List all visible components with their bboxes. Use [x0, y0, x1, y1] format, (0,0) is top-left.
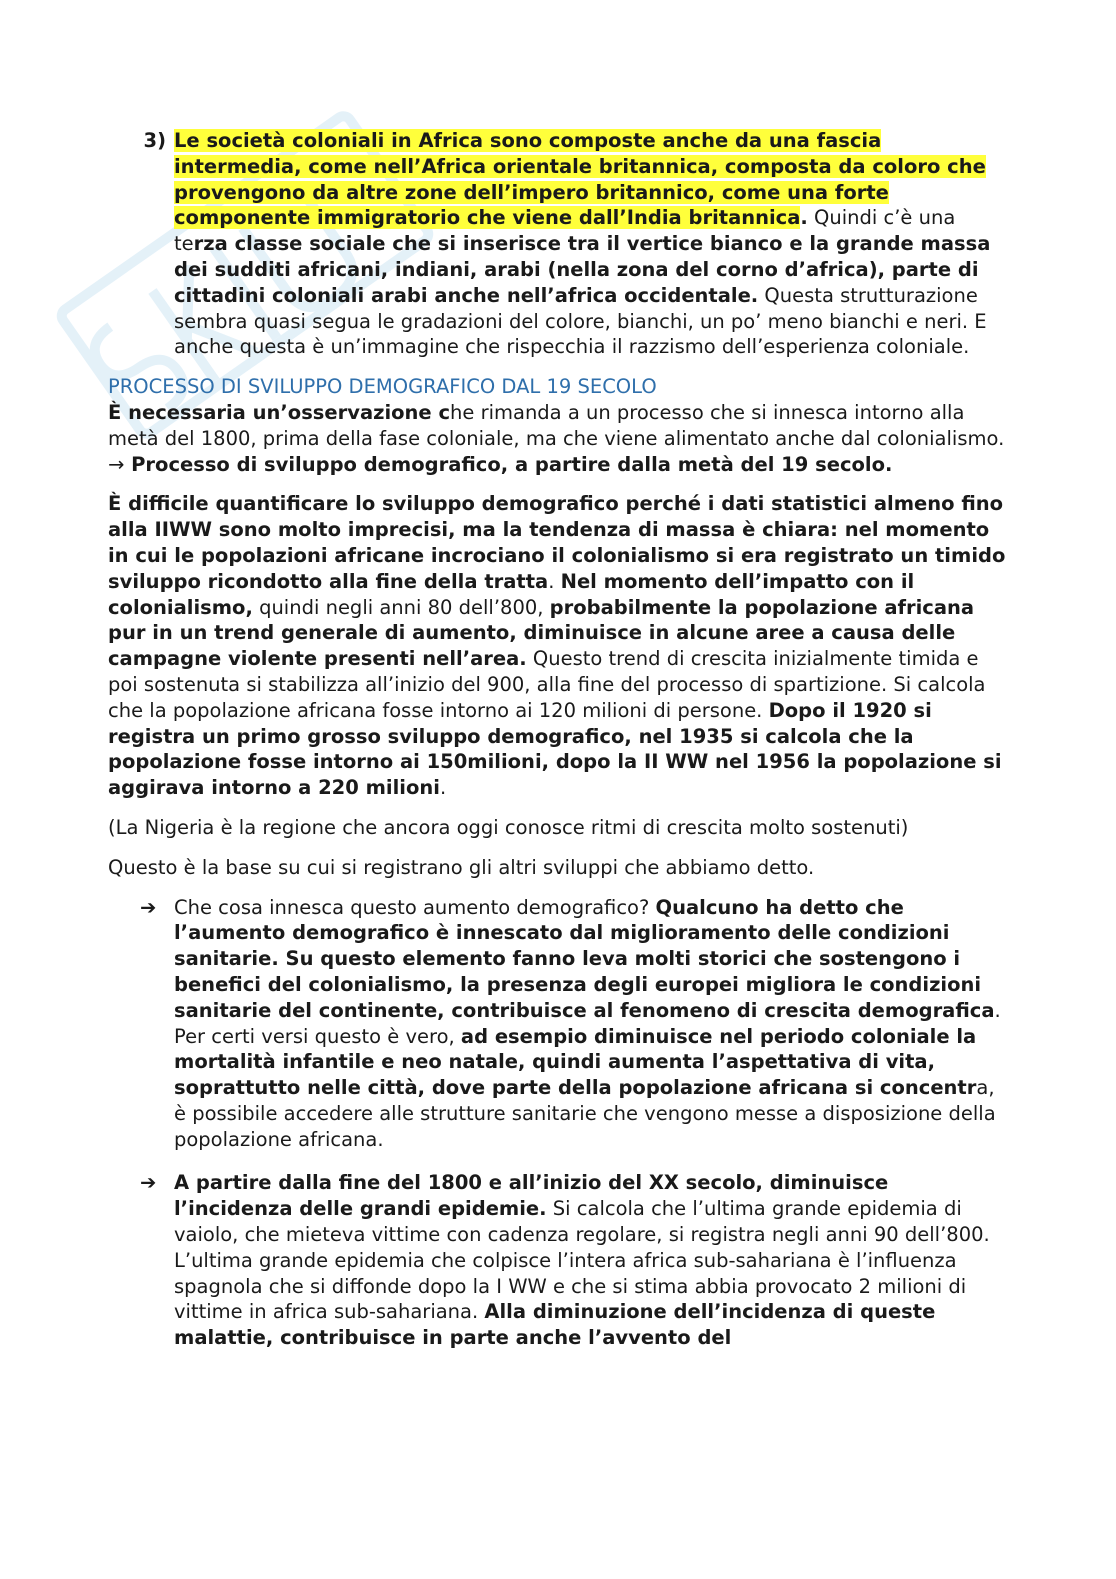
arrow-icon: →	[108, 452, 125, 476]
paragraph-demography: È difficile quantificare lo sviluppo demografico perché i dati statistici almeno fino alla IIWW sono molto imprecisi, ma la tendenza di massa è chiara: nel momento in cui le popolazioni africane incrociano il colonialismo si era registrato un timido sviluppo ricondotto alla fine della tratta. Nel momento dell’impatto con il colonialismo, quindi negli anni 80 dell’800, probabilmente la popolazione africana pur in un trend generale di aumento, diminuisce in alcune aree a causa delle campagne violente presenti nell’area. Questo trend di crescita inizialmente timida e poi sostenuta si stabilizza all’inizio del 900, alla fine del processo di spartizione. Si calcola che la popolazione africana fosse intorno ai 120 milioni di persone. Dopo il 1920 si registra un primo grosso sviluppo demografico, nel 1935 si calcola che la popolazione fosse intorno ai 150milioni, dopo la II WW nel 1956 la popolazione si aggirava intorno a 220 milioni.	[108, 492, 1006, 800]
section-heading: PROCESSO DI SVILUPPO DEMOGRAFICO DAL 19 SECOLO	[108, 375, 657, 399]
document-body	[108, 128, 1008, 1351]
paragraph-base: Questo è la base su cui si registrano gli altri sviluppi che abbiamo detto.	[108, 855, 815, 879]
bullet-item	[108, 895, 1008, 1153]
arrow-bullet-icon: ➔	[140, 895, 157, 919]
highlighted-text: Le società coloniali in Africa sono composte anche da una fascia intermedia, come nell’Africa orientale britannica, composta da coloro che provengono da altre zone dell’impero britannico, come una forte componente immigratorio che viene dall’India britannica	[174, 129, 986, 230]
bullet-1-text: Che cosa innesca questo aumento demografico? Qualcuno ha detto che l’aumento demografico è innescato dal miglioramento delle condizioni sanitarie. Su questo elemento fanno leva molti storici che sostengono i benefici del colonialismo, la presenza degli europei migliora le condizioni sanitarie del continente, contribuisce al fenomeno di crescita demografica. Per certi versi questo è vero, ad esempio diminuisce nel periodo coloniale la mortalità infantile e neo natale, quindi aumenta l’aspettativa di vita, soprattutto nelle città, dove parte della popolazione africana si concentra, è possibile accedere alle strutture sanitarie che vengono messe a disposizione della popolazione africana.	[174, 895, 1001, 1151]
arrow-bullet-icon: ➔	[140, 1171, 157, 1195]
numbered-item-3	[108, 128, 1008, 360]
paragraph-nigeria: (La Nigeria è la regione che ancora oggi conosce ritmi di crescita molto sostenuti)	[108, 815, 909, 839]
paragraph-intro: È necessaria un’osservazione che rimanda a un processo che si innesca intorno alla metà del 1800, prima della fase coloniale, ma che viene alimentato anche dal colonialismo. → Processo di sviluppo demografico, a partire dalla metà del 19 secolo.	[108, 400, 1005, 476]
list-number: 3)	[143, 129, 166, 152]
item-3-text: Le società coloniali in Africa sono composte anche da una fascia intermedia, come nell’Africa orientale britannica, composta da coloro che provengono da altre zone dell’impero britannico, come una forte componente immigratorio che viene dall’India britannica. Quindi c’è una terza classe sociale che si inserisce tra il vertice bianco e la grande massa dei sudditi africani, indiani, arabi (nella zona del corno d’africa), parte di cittadini coloniali arabi anche nell’africa occidentale. Questa strutturazione sembra quasi segua le gradazioni del colore, bianchi, un po’ meno bianchi e neri. E anche questa è un’immagine che rispecchia il razzismo dell’esperienza coloniale.	[174, 129, 991, 359]
bullet-item	[108, 1170, 1008, 1351]
bullet-2-text: A partire dalla fine del 1800 e all’inizio del XX secolo, diminuisce l’incidenza delle grandi epidemie. Si calcola che l’ultima grande epidemia di vaiolo, che mieteva vittime con cadenza regolare, si registra negli anni 90 dell’800. L’ultima grande epidemia che colpisce l’intera africa sub-sahariana è l’influenza spagnola che si diffonde dopo la I WW e che si stima abbia provocato 2 milioni di vittime in africa sub-sahariana. Alla diminuzione dell’incidenza di queste malattie, contribuisce in parte anche l’avvento del	[174, 1171, 990, 1350]
